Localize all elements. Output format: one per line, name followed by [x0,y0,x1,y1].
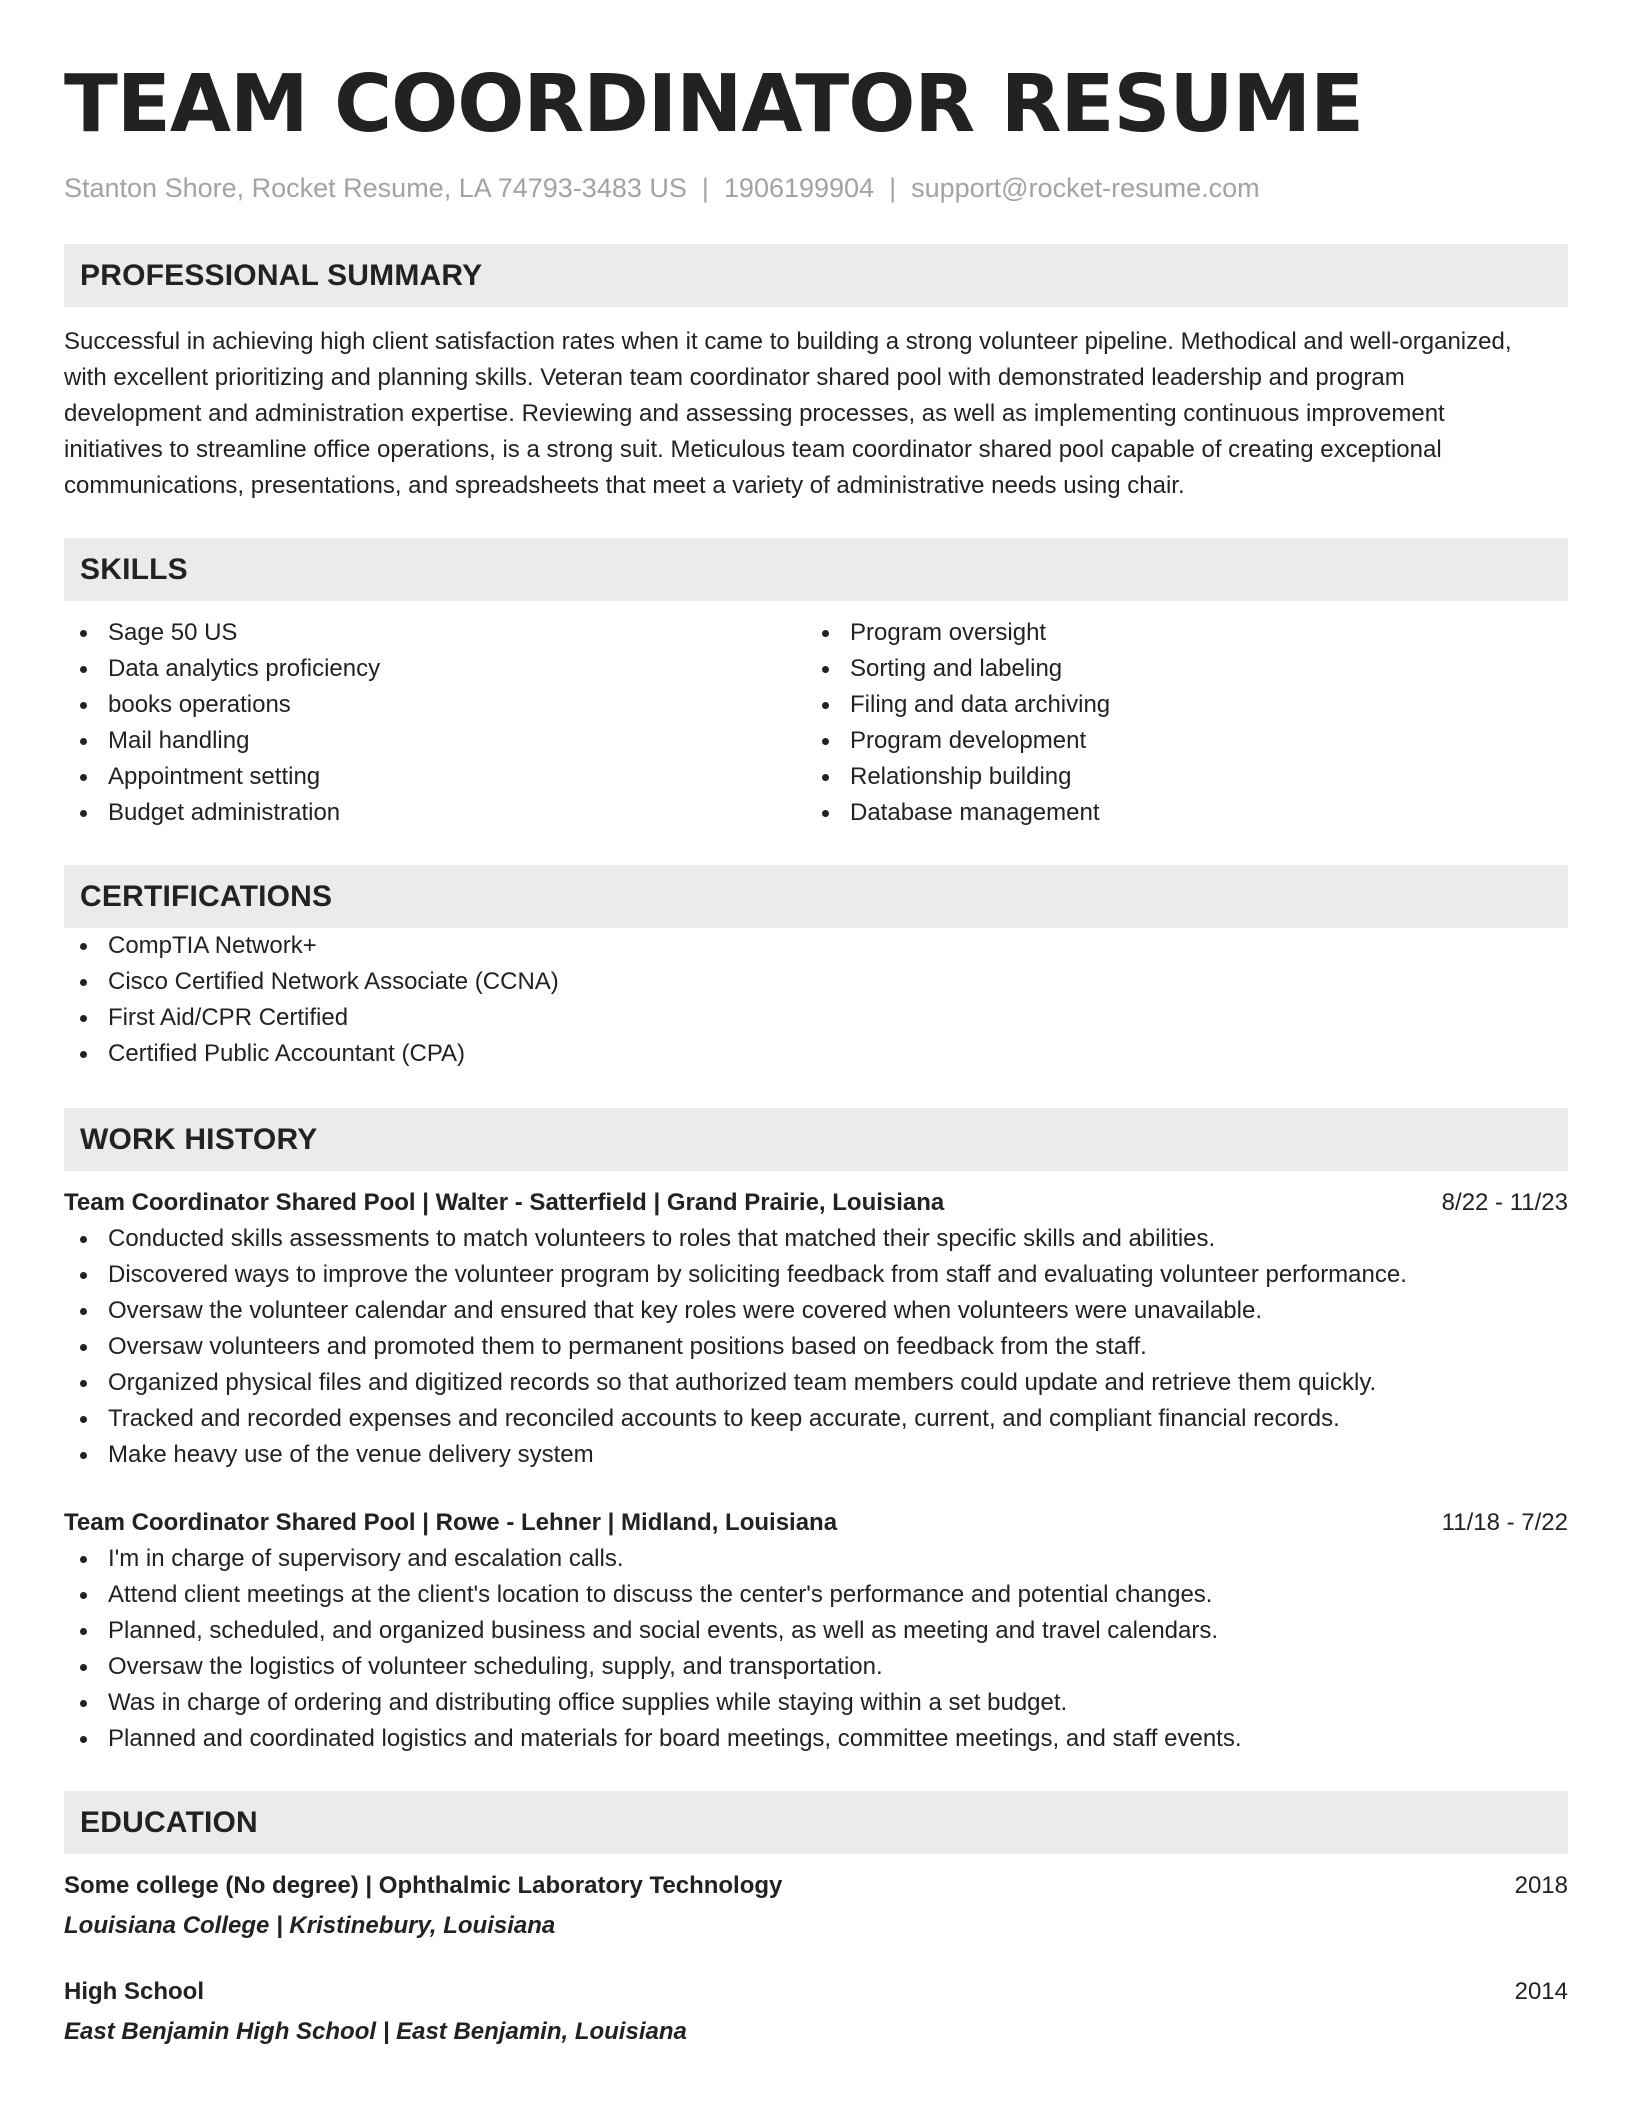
summary-text: Successful in achieving high client satisfaction rates when it came to building a strong volunteer pipeline. Methodical and well-organized, with excellent prioritizing and planning skills. Veteran team coordinator shared pool with demonstrated leadership and program development and administration expertise. Reviewing and assessing processes, as well as implementing continuous improvement initiatives to streamline office operations, is a strong suit. Meticulous team coordinator shared pool capable of creating exceptional communications, presentations, and spreadsheets that meet a variety of administrative needs using chair. [64,328,1512,499]
contact-line [64,170,1568,206]
skill-item: Data analytics proficiency [64,651,806,687]
education-school: East Benjamin High School | East Benjamin, Louisiana [64,2018,687,2045]
certification-item: CompTIA Network+ [64,928,1568,964]
job-header [64,1505,1568,1541]
skill-item: Mail handling [64,723,806,759]
skill-item: Appointment setting [64,759,806,795]
section-heading-skills: SKILLS [64,538,1568,601]
job-dates: 8/22 - 11/23 [1441,1189,1568,1216]
job-duty-item: Discovered ways to improve the volunteer program by soliciting feedback from staff and evaluating volunteer performance. [64,1257,1568,1293]
education-year: 2018 [1514,1872,1568,1899]
contact-email: support@rocket-resume.com [911,173,1260,203]
skill-item: Sage 50 US [64,615,806,651]
skills-list-left [64,615,806,831]
resume-title: TEAM COORDINATOR RESUME [64,58,1364,150]
education-degree: High School [64,1978,204,2005]
job-duty-item: Attend client meetings at the client's location to discuss the center's performance and potential changes. [64,1577,1568,1613]
skill-item: Sorting and labeling [806,651,1548,687]
skills-columns [64,615,1568,831]
education-header [64,1868,1568,1904]
job-duty-item: Oversaw volunteers and promoted them to permanent positions based on feedback from the staff. [64,1329,1568,1365]
skill-item: Filing and data archiving [806,687,1548,723]
job-duty-item: I'm in charge of supervisory and escalation calls. [64,1541,1568,1577]
skill-item: Program oversight [806,615,1548,651]
job-duty-item: Tracked and recorded expenses and reconciled accounts to keep accurate, current, and compliant financial records. [64,1401,1568,1437]
job-entry [64,1185,1568,1473]
section-heading-summary: PROFESSIONAL SUMMARY [64,244,1568,307]
job-dates: 11/18 - 7/22 [1441,1509,1568,1536]
job-duties-list [64,1221,1568,1473]
job-duty-item: Oversaw the volunteer calendar and ensured that key roles were covered when volunteers were unavailable. [64,1293,1568,1329]
education-school: Louisiana College | Kristinebury, Louisiana [64,1912,556,1939]
contact-address: Stanton Shore, Rocket Resume, LA 74793-3483 US [64,173,687,203]
job-title: Team Coordinator Shared Pool | Rowe - Lehner | Midland, Louisiana [64,1509,838,1536]
job-duty-item: Organized physical files and digitized records so that authorized team members could update and retrieve them quickly. [64,1365,1568,1401]
job-duty-item: Make heavy use of the venue delivery system [64,1437,1568,1473]
job-entry [64,1505,1568,1757]
job-header [64,1185,1568,1221]
certification-item: First Aid/CPR Certified [64,1000,1568,1036]
section-heading-work-history: WORK HISTORY [64,1108,1568,1171]
skill-item: Program development [806,723,1548,759]
contact-separator: | [889,173,897,203]
section-heading-education: EDUCATION [64,1791,1568,1854]
job-duty-item: Conducted skills assessments to match volunteers to roles that matched their specific skills and abilities. [64,1221,1568,1257]
contact-separator: | [701,173,709,203]
job-duty-item: Planned, scheduled, and organized business and social events, as well as meeting and travel calendars. [64,1613,1568,1649]
education-degree: Some college (No degree) | Ophthalmic Laboratory Technology [64,1872,783,1899]
skill-item: Database management [806,795,1548,831]
job-duty-item: Planned and coordinated logistics and materials for board meetings, committee meetings, and staff events. [64,1721,1568,1757]
certifications-list [64,928,1568,1072]
job-duties-list [64,1541,1568,1757]
education-entry [64,1974,1568,2050]
education-entry [64,1868,1568,1944]
section-heading-certifications: CERTIFICATIONS [64,865,1568,928]
skills-list-right [806,615,1548,831]
contact-phone: 1906199904 [723,173,875,203]
job-duty-item: Was in charge of ordering and distributing office supplies while staying within a set budget. [64,1685,1568,1721]
skill-item: Budget administration [64,795,806,831]
skill-item: Relationship building [806,759,1548,795]
job-duty-item: Oversaw the logistics of volunteer scheduling, supply, and transportation. [64,1649,1568,1685]
job-title: Team Coordinator Shared Pool | Walter - Satterfield | Grand Prairie, Louisiana [64,1189,945,1216]
certification-item: Cisco Certified Network Associate (CCNA) [64,964,1568,1000]
education-year: 2014 [1514,1978,1568,2005]
certification-item: Certified Public Accountant (CPA) [64,1036,1568,1072]
skill-item: books operations [64,687,806,723]
education-header [64,1974,1568,2010]
